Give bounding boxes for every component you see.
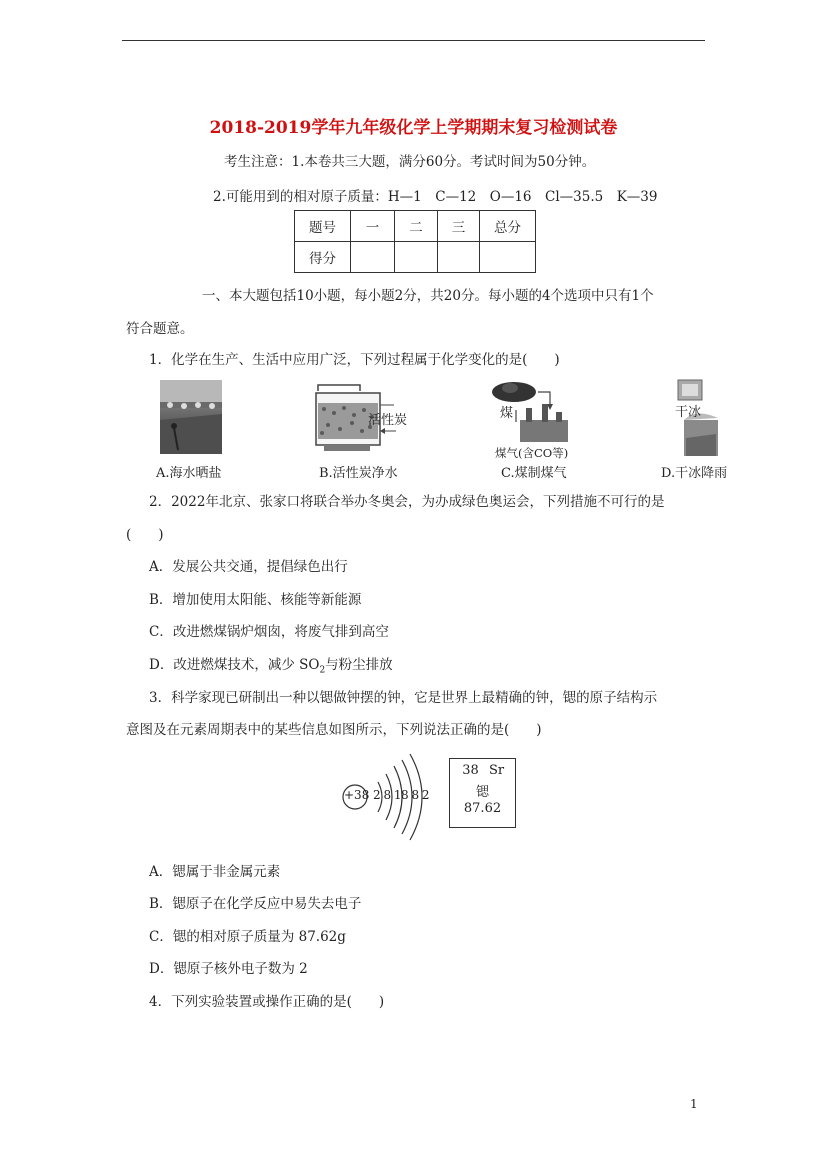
score-table-score-row	[295, 242, 536, 273]
score-cell: 三	[438, 211, 480, 242]
q3-option-c[interactable]: C．锶的相对原子质量为 87.62g	[149, 929, 346, 945]
score-cell: 得分	[295, 242, 351, 273]
q4-stem: 4．下列实验装置或操作正确的是( )	[149, 994, 385, 1010]
q1-option-d[interactable]: D.干冰降雨	[661, 466, 728, 481]
sea-salt-photo	[160, 380, 222, 454]
q3-stem-2: 意图及在元素周期表中的某些信息如图所示，下列说法正确的是( )	[126, 722, 542, 738]
q3-option-a[interactable]: A．锶属于非金属元素	[149, 864, 281, 880]
element-mass: 87.62	[463, 801, 502, 816]
q1-option-b[interactable]: B.活性炭净水	[319, 466, 398, 481]
exam-title: 2018-2019学年九年级化学上学期期末复习检测试卷	[209, 118, 618, 138]
q1-option-a[interactable]: A.海水晒盐	[156, 466, 222, 481]
element-card	[449, 758, 516, 828]
element-number: 38	[462, 763, 479, 778]
atom-shell-electrons: 2 8 18 8 2	[373, 788, 430, 802]
q1-option-c[interactable]: C.煤制煤气	[501, 466, 567, 481]
notice-line-2: 2.可能用到的相对原子质量：H—1 C—12 O—16 Cl—35.5 K—39	[213, 189, 658, 205]
subscript-2: 2	[319, 665, 326, 676]
q2-option-d-text-tail: 与粉尘排放	[325, 657, 393, 673]
score-cell: 总分	[480, 211, 536, 242]
page-number: 1	[690, 1097, 698, 1111]
q3-option-b[interactable]: B．锶原子在化学反应中易失去电子	[149, 896, 362, 912]
notice-line-1: 考生注意：1.本卷共三大题，满分60分。考试时间为50分钟。	[224, 154, 596, 170]
element-name: 锶	[475, 785, 489, 800]
q2-option-b[interactable]: B．增加使用太阳能、核能等新能源	[149, 592, 362, 608]
dry-ice-label: 干冰	[675, 405, 702, 420]
header-rule	[122, 40, 705, 41]
q2-option-d[interactable]	[149, 653, 393, 676]
score-table-header-row	[295, 211, 536, 242]
score-empty-cell[interactable]	[395, 242, 438, 273]
q2-option-c[interactable]: C．改进燃煤锅炉烟囱，将废气排到高空	[149, 624, 389, 640]
q3-stem-1: 3．科学家现已研制出一种以锶做钟摆的钟，它是世界上最精确的钟，锶的原子结构示	[149, 690, 658, 706]
section-instruction-1: 一、本大题包括10小题，每小题2分，共20分。每小题的4个选项中只有1个	[202, 288, 654, 304]
coal-gas-label: 煤气(含CO等)	[495, 446, 569, 460]
activated-carbon-label: 活性炭	[368, 413, 408, 428]
score-table	[294, 210, 536, 273]
score-cell: 二	[395, 211, 438, 242]
q1-stem: 1．化学在生产、生活中应用广泛，下列过程属于化学变化的是( )	[149, 352, 560, 368]
score-empty-cell[interactable]	[438, 242, 480, 273]
score-empty-cell[interactable]	[351, 242, 395, 273]
q2-option-d-text: D．改进燃煤技术，减少 SO	[149, 657, 320, 673]
score-cell: 题号	[295, 211, 351, 242]
q3-option-d[interactable]: D．锶原子核外电子数为 2	[149, 961, 308, 977]
score-empty-cell[interactable]	[480, 242, 536, 273]
element-symbol: Sr	[488, 763, 505, 778]
atom-nucleus-charge: +38	[344, 788, 370, 802]
q2-stem-1: 2．2022年北京、张家口将联合举办冬奥会，为办成绿色奥运会，下列措施不可行的是	[149, 494, 665, 510]
coal-label: 煤	[500, 406, 514, 421]
q2-option-a[interactable]: A．发展公共交通，提倡绿色出行	[149, 559, 348, 575]
section-instruction-2: 符合题意。	[126, 321, 194, 337]
q2-stem-2: ( )	[126, 527, 164, 543]
score-cell: 一	[351, 211, 395, 242]
